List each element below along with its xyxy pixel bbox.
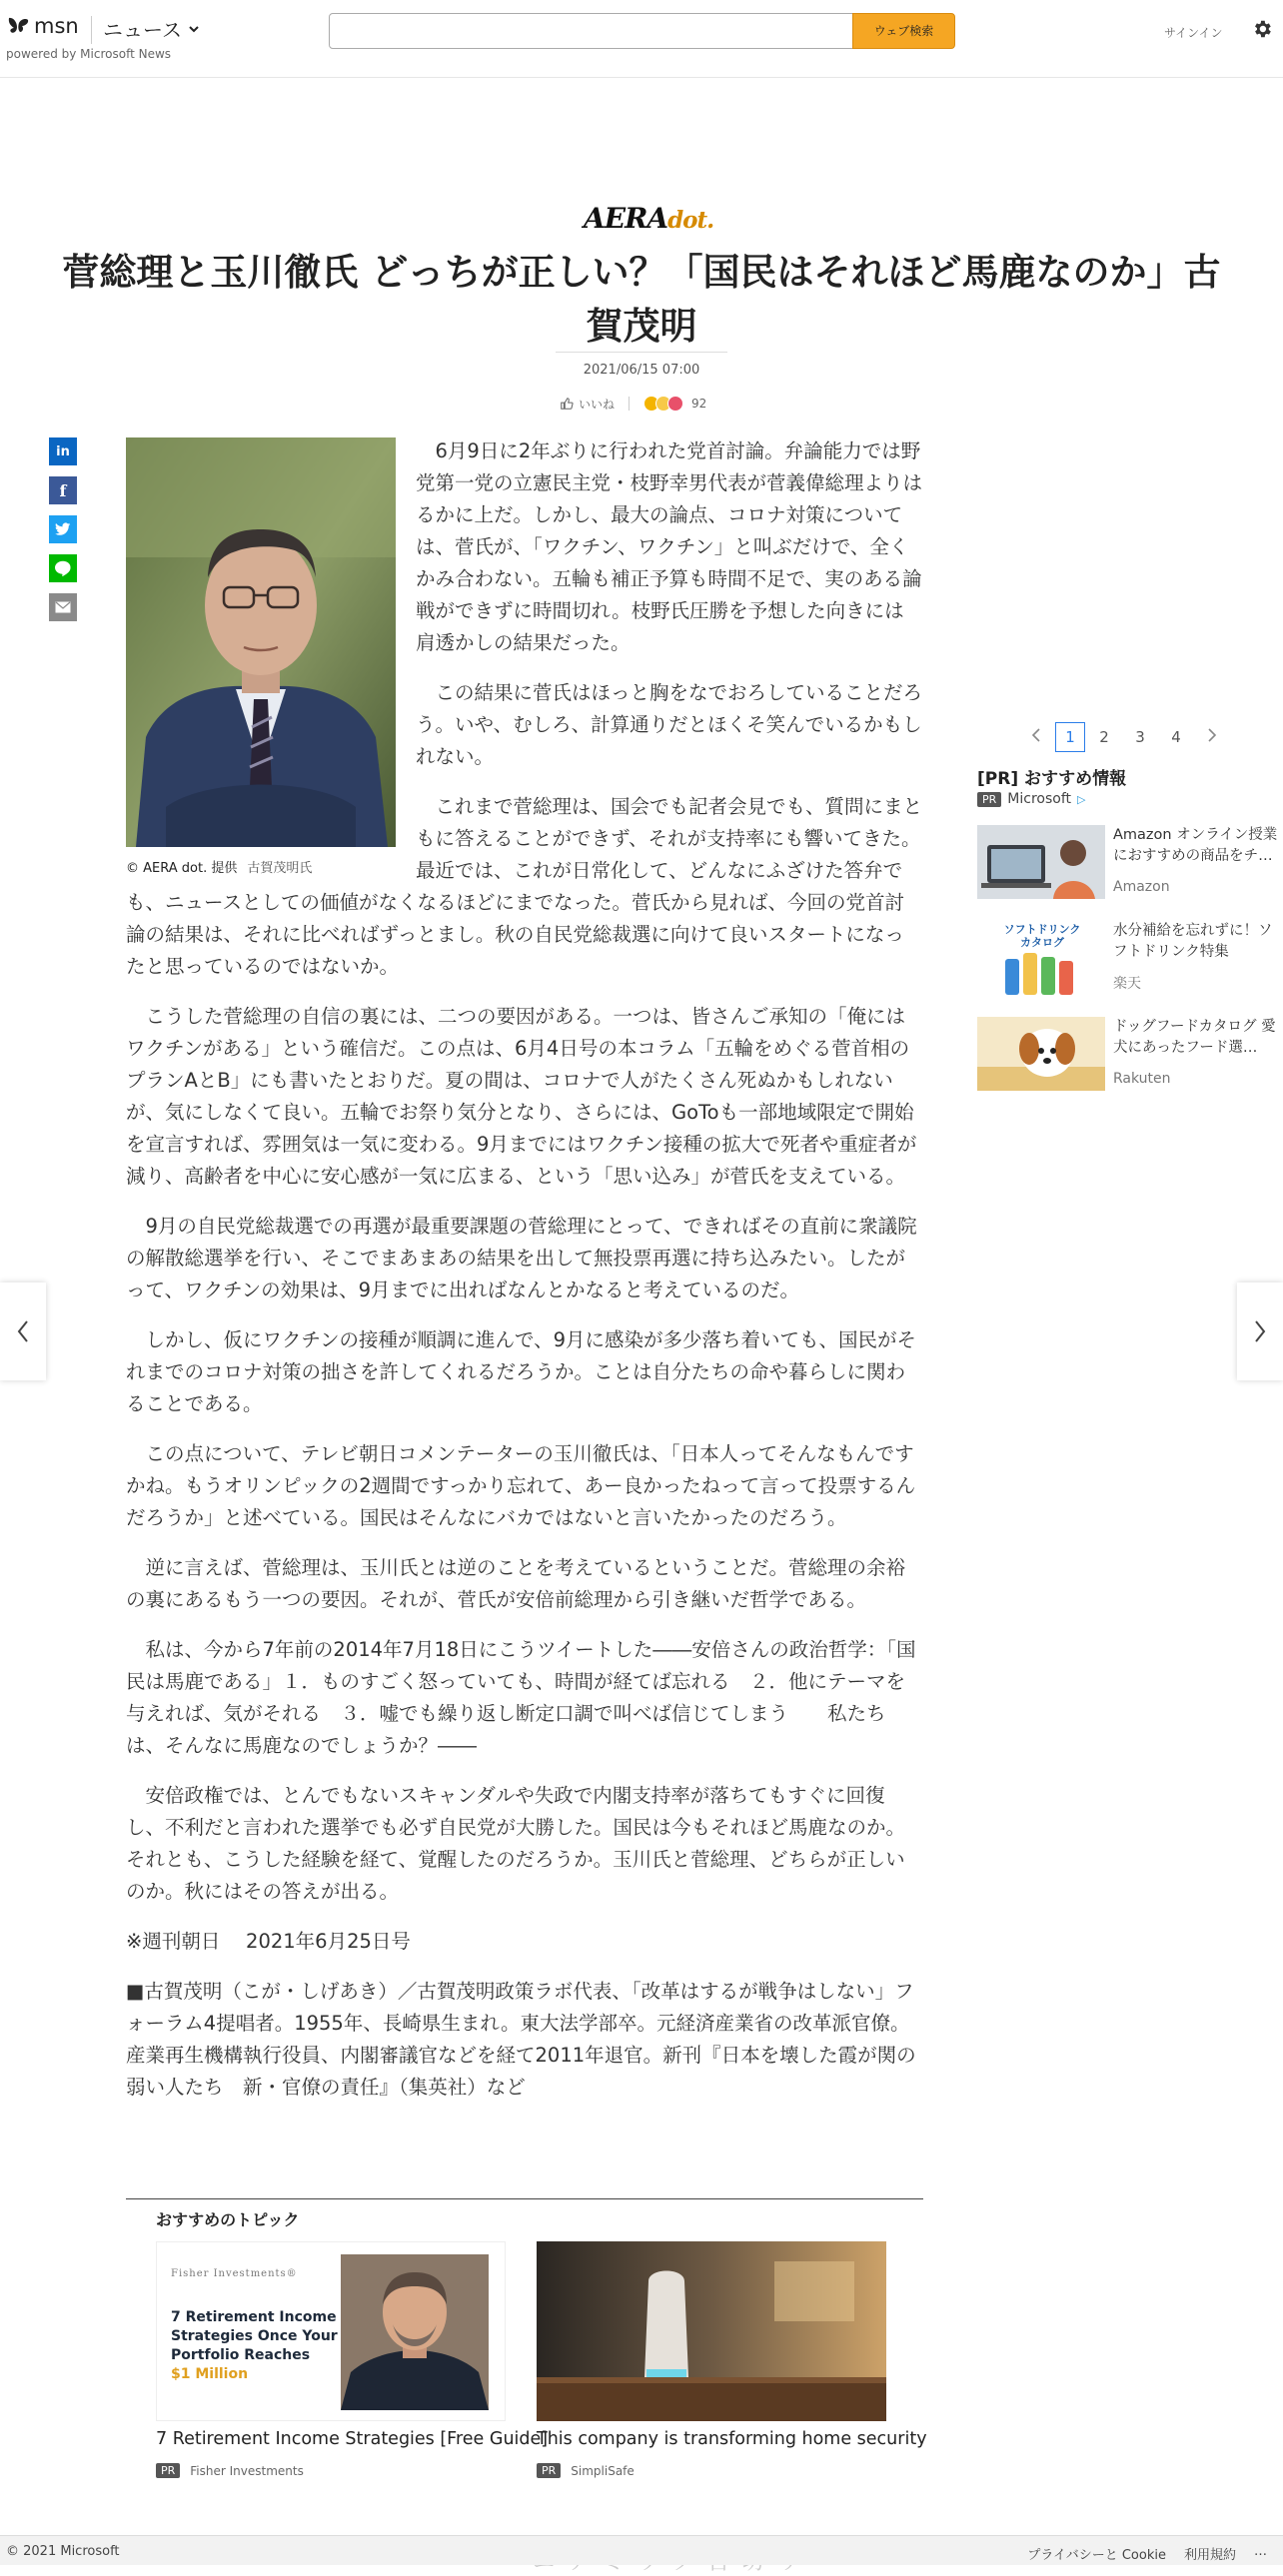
article-date: 2021/06/15 07:00 bbox=[556, 352, 727, 378]
ad-headline-line: Portfolio Reaches bbox=[171, 2347, 311, 2363]
signin-link[interactable]: サインイン bbox=[1164, 26, 1223, 40]
ad-amount: $1 Million bbox=[171, 2366, 249, 2382]
pager-prev-button[interactable] bbox=[1019, 721, 1053, 753]
topic-title[interactable]: This company is transforming home security bbox=[537, 2429, 927, 2449]
line-icon bbox=[54, 560, 72, 576]
article-end-divider bbox=[126, 2198, 923, 2199]
ad-headline bbox=[171, 2308, 338, 2384]
article-paragraph: しかし、仮にワクチンの接種が順調に進んで、9月に感染が多少落ち着いても、国民がそれまでのコロナ対策の拙さを許してくれるだろうか。ことは自分たちの命や暮らしに関わることである。 bbox=[126, 1328, 917, 1415]
news-section-label: ニュース bbox=[103, 18, 182, 42]
gear-icon bbox=[1251, 18, 1273, 40]
twitter-icon bbox=[55, 522, 71, 536]
reaction-bar bbox=[560, 393, 739, 415]
reaction-divider bbox=[629, 397, 630, 411]
photo-float-spacer bbox=[126, 435, 416, 859]
article-paragraph: 6月9日に2年ぶりに行われた党首討論。弁論能力では野党第一党の立憲民主党・枝野幸男代表が菅義偉総理よりはるかに上だ。しかし、最大の論点、コロナ対策については、菅氏が、「ワクチン、ワクチン」と叫ぶだけで、全くかみ合わない。五輪も補正予算も時間不足で、実のある論戦ができずに時間切れ。枝野氏圧勝を予想した向きには肩透かしの結果だった。 bbox=[416, 439, 923, 654]
pager-page-1[interactable]: 1 bbox=[1055, 722, 1085, 752]
photo-caption-text: 古賀茂明氏 bbox=[247, 861, 313, 876]
online-class-image bbox=[977, 825, 1105, 899]
adchoices-icon: ▷ bbox=[1077, 792, 1086, 806]
rail-item-source: Rakuten bbox=[1113, 1071, 1171, 1087]
settings-button[interactable] bbox=[1251, 18, 1273, 44]
footer-links bbox=[1027, 2544, 1267, 2563]
web-search-button[interactable]: ウェブ検索 bbox=[852, 13, 955, 49]
pr-badge: PR bbox=[977, 792, 1001, 807]
thumbs-up-icon bbox=[560, 397, 574, 411]
pager-page-3[interactable]: 3 bbox=[1135, 728, 1145, 746]
top-header bbox=[0, 0, 1283, 78]
author-bio: ■古賀茂明（こが・しげあき）／古賀茂明政策ラボ代表、「改革はするが戦争はしない」フォーラム4提唱者。1955年、長崎県生まれ。東大法学部卒。元経済産業省の改革派官僚。産業再生機構執行役員、内閣審議官などを経て2011年退官。新刊『日本を壊した霞が関の弱い人たち 新・官僚の責任』（集英社）など bbox=[126, 1980, 916, 2099]
rail-thumb bbox=[977, 825, 1105, 899]
previous-article-button[interactable] bbox=[0, 1283, 46, 1380]
source-note: ※週刊朝日 2021年6月25日号 bbox=[126, 1930, 411, 1953]
article-source-block bbox=[126, 1926, 923, 2104]
ad-brand: Fisher Investments® bbox=[171, 2268, 298, 2279]
chevron-left-icon bbox=[1031, 728, 1041, 742]
like-button[interactable] bbox=[560, 396, 615, 413]
rail-item-text: ドッグフードカタログ 愛犬にあったフード選… bbox=[1113, 1019, 1276, 1056]
share-twitter-button[interactable] bbox=[49, 515, 77, 543]
header-divider bbox=[91, 16, 92, 44]
share-facebook-button[interactable] bbox=[49, 476, 77, 504]
rail-item-source: Amazon bbox=[1113, 879, 1170, 895]
msn-logo[interactable] bbox=[6, 14, 79, 38]
publisher-logo[interactable] bbox=[584, 202, 714, 235]
article-paragraph: 逆に言えば、菅総理は、玉川氏とは逆のことを考えているということだ。菅総理の余裕の裏にあるもう一つの要因。それが、菅氏が安倍前総理から引き継いだ哲学である。 bbox=[126, 1556, 906, 1611]
article-title: 菅総理と玉川徹氏 どっちが正しい？「国民はそれほど馬鹿なのか」古賀茂明 bbox=[62, 251, 1221, 348]
share-line-button[interactable] bbox=[49, 554, 77, 582]
sponsor-name: Microsoft bbox=[1007, 791, 1071, 807]
rail-item-rakuten-dogfood[interactable] bbox=[977, 1017, 1281, 1091]
rail-sponsor[interactable] bbox=[977, 791, 1085, 807]
rail-item-amazon[interactable] bbox=[977, 825, 1281, 899]
publisher-logo-accent: dot. bbox=[667, 207, 714, 234]
like-label: いいね bbox=[579, 397, 616, 412]
article-paragraph: 私は、今から7年前の2014年7月18日にこうツイートした――安倍さんの政治哲学：「国民は馬鹿である」１．ものすごく怒っていても、時間が経てば忘れる ２．他にテーマを与えれば、気がそれる ３．嘘でも繰り返し断定口調で叫べば信じてしまう 私たちは、そんなに馬鹿なのでしょうか？―― bbox=[126, 1638, 916, 1757]
topic-meta bbox=[156, 2463, 548, 2478]
man-portrait-image bbox=[341, 2254, 489, 2410]
share-linkedin-button[interactable] bbox=[49, 437, 77, 465]
mail-icon bbox=[55, 601, 71, 613]
rail-thumb bbox=[977, 1017, 1105, 1091]
recommended-topics-heading: おすすめのトピック bbox=[156, 2210, 300, 2229]
article-paragraph: 安倍政権では、とんでもないスキャンダルや失政で内閣支持率が落ちてもすぐに回復し、不利だと言われた選挙でも必ず自民党が大勝した。国民は今もそれほど馬鹿なのか。それとも、こうした経験を経て、覚醒したのだろうか。玉川氏と菅総理、どちらが正しいのか。秋にはその答えが出る。 bbox=[126, 1784, 906, 1903]
copyright-text: © 2021 Microsoft bbox=[6, 2544, 120, 2559]
share-mail-button[interactable] bbox=[49, 593, 77, 621]
home-security-device-image bbox=[537, 2241, 886, 2421]
topic-title[interactable]: 7 Retirement Income Strategies [Free Guide] bbox=[156, 2429, 549, 2449]
drink-bottles-image bbox=[1001, 949, 1083, 995]
search-input[interactable] bbox=[329, 13, 855, 49]
powered-by-text: powered by Microsoft News bbox=[6, 47, 172, 61]
pager-next-button[interactable] bbox=[1195, 721, 1229, 753]
more-footer-link[interactable]: … bbox=[1254, 2544, 1267, 2559]
article-body bbox=[126, 435, 923, 2122]
rail-item-source: 楽天 bbox=[1113, 976, 1141, 992]
topic-image bbox=[537, 2241, 886, 2421]
msn-brand-text: msn bbox=[34, 14, 79, 38]
rail-thumb bbox=[977, 921, 1105, 995]
topic-source: SimpliSafe bbox=[571, 2463, 635, 2478]
news-section-menu[interactable] bbox=[103, 14, 200, 43]
publisher-logo-main: AERA bbox=[584, 202, 668, 235]
linkedin-icon: in bbox=[56, 443, 70, 459]
topic-image bbox=[156, 2241, 506, 2421]
ad-headline-line: 7 Retirement Income bbox=[171, 2309, 337, 2325]
article-paragraph: こうした菅総理の自信の裏には、二つの要因がある。一つは、皆さんご承知の「俺にはワクチンがある」という確信だ。この点は、6月4日号の本コラム「五輪をめぐる菅首相のプランAとB」にも書いたとおりだ。夏の間は、コロナで人がたくさん死ぬかもしれないが、気にしなくて良い。五輪でお祭り気分となり、さらには、GoToも一部地域限定で開始を宣言すれば、雰囲気は一気に変わる。9月までにはワクチン接種の拡大で死者や重症者が減り、高齢者を中心に安心感が一気に広まる、という「思い込み」が菅氏を支えている。 bbox=[126, 1005, 917, 1188]
next-article-button[interactable] bbox=[1237, 1283, 1283, 1380]
article-paragraph: これまで菅総理は、国会でも記者会見でも、質問にまともに答えることができず、それが支持率にも響いてきた。最近では、これが日常化して、どんなにふざけた答弁でも、ニュースとしての価値がなくなるほどにまでなった。菅氏から見れば、今回の党首討論の結果は、それに比べればずっとまし。秋の自民党総裁選に向けて良いスタートになったと思っているのではないか。 bbox=[126, 795, 923, 978]
topic-card-simplisafe[interactable] bbox=[537, 2241, 927, 2478]
heart-emoji-icon bbox=[667, 396, 683, 412]
chevron-left-icon bbox=[17, 1320, 29, 1342]
rail-item-text: 水分補給を忘れずに！ソフトドリンク特集 bbox=[1113, 923, 1273, 960]
chevron-right-icon bbox=[1254, 1320, 1266, 1342]
topic-meta bbox=[537, 2463, 927, 2478]
facebook-icon: f bbox=[59, 480, 67, 500]
topic-card-fisher[interactable] bbox=[156, 2241, 548, 2478]
article-paragraph: この点について、テレビ朝日コメンテーターの玉川徹氏は、「日本人ってそんなもんですかね。もうオリンピックの2週間ですっかり忘れて、あー良かったねって言って投票するんだろうか」と述べている。国民はそんなにバカではないと言いたかったのだろう。 bbox=[126, 1442, 916, 1529]
rail-item-rakuten-drinks[interactable] bbox=[977, 921, 1281, 995]
reaction-emojis[interactable] bbox=[643, 396, 683, 412]
topic-source: Fisher Investments bbox=[190, 2463, 304, 2478]
rail-pager bbox=[1019, 721, 1231, 753]
pager-page-2[interactable]: 2 bbox=[1099, 728, 1109, 746]
pr-badge: PR bbox=[537, 2463, 561, 2478]
reaction-count: 92 bbox=[691, 397, 707, 411]
puppy-image bbox=[977, 1017, 1105, 1091]
chevron-right-icon bbox=[1207, 728, 1217, 742]
privacy-cookie-link[interactable]: プライバシーと Cookie bbox=[1027, 2548, 1166, 2563]
chevron-down-icon bbox=[188, 23, 200, 35]
butterfly-icon bbox=[6, 14, 30, 38]
page-footer bbox=[0, 2535, 1283, 2565]
photo-source: © AERA dot. 提供 bbox=[126, 861, 238, 876]
pager-page-4[interactable]: 4 bbox=[1171, 728, 1181, 746]
rail-heading: [PR] おすすめ情報 bbox=[977, 769, 1127, 789]
ad-headline-line: Strategies Once Your bbox=[171, 2328, 338, 2344]
article-paragraph: 9月の自民党総裁選での再選が最重要課題の菅総理にとって、できればその直前に衆議院の解散総選挙を行い、そこでまあまあの結果を出して無投票再選に持ち込みたい。したがって、ワクチンの効果は、9月までに出ればなんとかなると考えているのだ。 bbox=[126, 1215, 917, 1301]
rail-item-text: Amazon オンライン授業におすすめの商品をチ… bbox=[1113, 827, 1278, 864]
pr-badge: PR bbox=[156, 2463, 180, 2478]
article-paragraph: この結果に菅氏はほっと胸をなでおろしていることだろう。いや、むしろ、計算通りだとほくそ笑んでいるかもしれない。 bbox=[416, 681, 923, 768]
terms-link[interactable]: 利用規約 bbox=[1183, 2548, 1236, 2563]
drink-catalog-label: ソフトドリンク カタログ bbox=[1003, 923, 1081, 949]
